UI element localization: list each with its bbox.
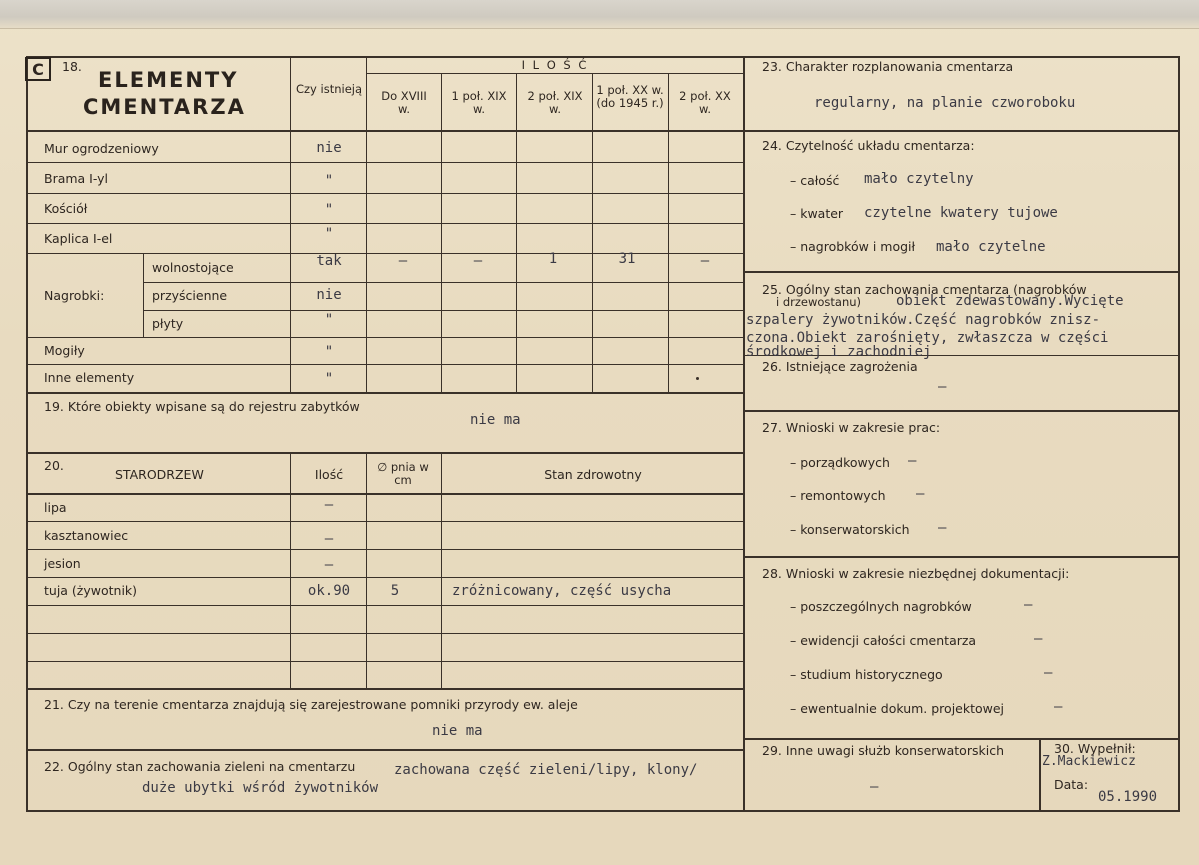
q28-label: 28. Wnioski w zakresie niezbędnej dokumentacji: — [762, 566, 1070, 581]
q28-item-studium: – studium historycznego — [790, 667, 943, 682]
q22-answer-line2: duże ubytki wśród żywotników — [142, 780, 379, 796]
q24-label: 24. Czytelność układu cmentarza: — [762, 138, 975, 153]
q29-label: 29. Inne uwagi służb konserwatorskich — [762, 743, 1004, 758]
ink-dot — [696, 377, 699, 380]
q23-answer: regularny, na planie czworoboku — [814, 95, 1076, 111]
q20-tuja-pnia: 5 — [390, 583, 400, 599]
inne-label: Inne elementy — [44, 370, 135, 385]
q22-label: 22. Ogólny stan zachowania zieleni na cmentarzu — [44, 759, 356, 774]
row-value-brama: " — [324, 173, 334, 189]
row-value-kaplica: " — [324, 226, 334, 242]
q28-item-ewidencji: – ewidencji całości cmentarza — [790, 633, 977, 648]
frame-middle — [743, 56, 745, 812]
q24-item-calosc: – całość — [790, 173, 840, 188]
row-label-kosciol: Kościół — [44, 201, 88, 216]
nagrobki-przyscienne-value: nie — [316, 287, 342, 303]
period-1-xix: 1 poł. XIX w. — [451, 89, 507, 116]
q19-label: 19. Które obiekty wpisane są do rejestru zabytków — [44, 399, 360, 414]
q25-answer-line1: obiekt zdewastowany.Wycięte — [896, 293, 1124, 309]
q20-title: STARODRZEW — [115, 467, 204, 482]
frame-right — [1178, 56, 1180, 812]
q30-name: Z.Mackiewicz — [1042, 754, 1136, 769]
period-2-xx: 2 poł. XX w. — [679, 89, 731, 116]
row-value-kosciol: " — [324, 202, 334, 218]
q27-item-porzadkowych: – porządkowych — [790, 455, 890, 470]
inne-value: " — [324, 371, 334, 387]
q27-answer-remontowych: – — [916, 486, 925, 502]
q20-col-pnia: ∅ pnia w cm — [377, 460, 429, 487]
q20-kasztanowiec-ilosc: – — [324, 531, 334, 547]
q27-label: 27. Wnioski w zakresie prac: — [762, 420, 941, 435]
col-ilosc-header: I L O Ś Ć — [521, 58, 589, 72]
q25-label-line2: i drzewostanu) — [776, 295, 862, 309]
q24-answer-kwater: czytelne kwatery tujowe — [864, 205, 1058, 221]
section-18-title-line1: ELEMENTY — [98, 68, 239, 92]
card-letter-box: C — [25, 57, 51, 81]
q21-label: 21. Czy na terenie cmentarza znajdują się zarejestrowane pomniki przyrody ew. aleje — [44, 697, 578, 712]
q20-row-jesion: jesion — [44, 556, 81, 571]
nagrobki-plyty-label: płyty — [152, 316, 184, 331]
q20-tuja-ilosc: ok.90 — [307, 583, 351, 599]
nagrobki-plyty-value: " — [324, 312, 334, 328]
nagrobki-przyscienne-label: przyścienne — [152, 288, 228, 303]
q20-col-stan: Stan zdrowotny — [544, 467, 642, 482]
q20-lipa-ilosc: – — [324, 497, 334, 513]
q27-answer-konserwatorskich: – — [938, 520, 947, 536]
card-top-edge — [0, 0, 1199, 29]
q25-answer-line2: szpalery żywotników.Część nagrobków znisz- — [746, 312, 1101, 328]
q26-answer: – — [938, 379, 947, 395]
period-xviii: Do XVIII w. — [381, 89, 427, 116]
row-label-brama: Brama I-yl — [44, 171, 109, 186]
q30-data-label: Data: — [1054, 777, 1089, 792]
mogily-value: " — [324, 344, 334, 360]
period-2-xix: 2 poł. XIX w. — [527, 89, 583, 116]
q28-answer-ewidencji: – — [1034, 631, 1043, 647]
q20-jesion-ilosc: – — [324, 557, 334, 573]
q24-item-kwater: – kwater — [790, 206, 844, 221]
q20-row-kasztanowiec: kasztanowiec — [44, 528, 129, 543]
mogily-label: Mogiły — [44, 343, 85, 358]
q20-tuja-stan: zróżnicowany, część usycha — [452, 583, 672, 599]
q23-label: 23. Charakter rozplanowania cmentarza — [762, 59, 1014, 74]
q20-row-tuja: tuja (żywotnik) — [44, 583, 138, 598]
q24-answer-nagrobkow: mało czytelne — [936, 239, 1046, 255]
row-label-kaplica: Kaplica I-el — [44, 231, 113, 246]
q25-answer-line4: środkowej i zachodniej — [746, 344, 932, 360]
q24-item-nagrobkow: – nagrobków i mogił — [790, 239, 916, 254]
q30-date: 05.1990 — [1098, 789, 1158, 805]
q21-answer: nie ma — [432, 723, 483, 739]
nagrobki-label: Nagrobki: — [44, 288, 105, 303]
q22-answer-line1: zachowana część zieleni/lipy, klony/ — [394, 762, 698, 778]
frame-top — [26, 56, 1180, 58]
q27-item-konserwatorskich: – konserwatorskich — [790, 522, 910, 537]
nagrobki-wolnostojace-label: wolnostojące — [152, 260, 234, 275]
count-1-xix: – — [473, 253, 483, 269]
row-value-mur: nie — [316, 140, 342, 156]
q20-row-lipa: lipa — [44, 500, 67, 515]
count-1-xx: 31 — [618, 251, 636, 267]
frame-left — [26, 56, 28, 812]
col-czy-istnieja: Czy istnieją — [295, 82, 363, 96]
q28-item-projektowej: – ewentualnie dokum. projektowej — [790, 701, 1005, 716]
nagrobki-wolnostojace-value: tak — [316, 253, 342, 269]
line — [366, 73, 744, 74]
q27-item-remontowych: – remontowych — [790, 488, 886, 503]
count-xviii: – — [398, 253, 408, 269]
q28-item-nagrobkow: – poszczególnych nagrobków — [790, 599, 972, 614]
q25-label-line1: 25. Ogólny stan zachowania cmentarza (nagrobków — [762, 282, 1087, 297]
q20-col-ilosc: Ilość — [314, 467, 344, 482]
q28-answer-nagrobkow: – — [1024, 597, 1033, 613]
q29-answer: – — [870, 779, 879, 795]
q26-label: 26. Istniejące zagrożenia — [762, 359, 918, 374]
q28-answer-projektowej: – — [1054, 699, 1063, 715]
section-18-number: 18. — [62, 59, 82, 74]
section-18-title-line2: CMENTARZA — [83, 95, 246, 119]
period-1-xx: 1 poł. XX w. (do 1945 r.) — [596, 83, 664, 110]
line — [26, 130, 744, 132]
q27-answer-porzadkowych: – — [908, 453, 917, 469]
count-2-xix: 1 — [548, 251, 558, 267]
count-2-xx: – — [700, 253, 710, 269]
q25-answer-line3: czona.Obiekt zarośnięty, zwłaszcza w części — [746, 330, 1109, 346]
frame-bottom — [26, 810, 1180, 812]
q20-number: 20. — [44, 458, 64, 473]
q24-answer-calosc: mało czytelny — [864, 171, 974, 187]
q30-label: 30. Wypełnił: — [1054, 741, 1136, 756]
row-label-mur: Mur ogrodzeniowy — [44, 141, 159, 156]
q19-answer: nie ma — [470, 412, 521, 428]
q28-answer-studium: – — [1044, 665, 1053, 681]
